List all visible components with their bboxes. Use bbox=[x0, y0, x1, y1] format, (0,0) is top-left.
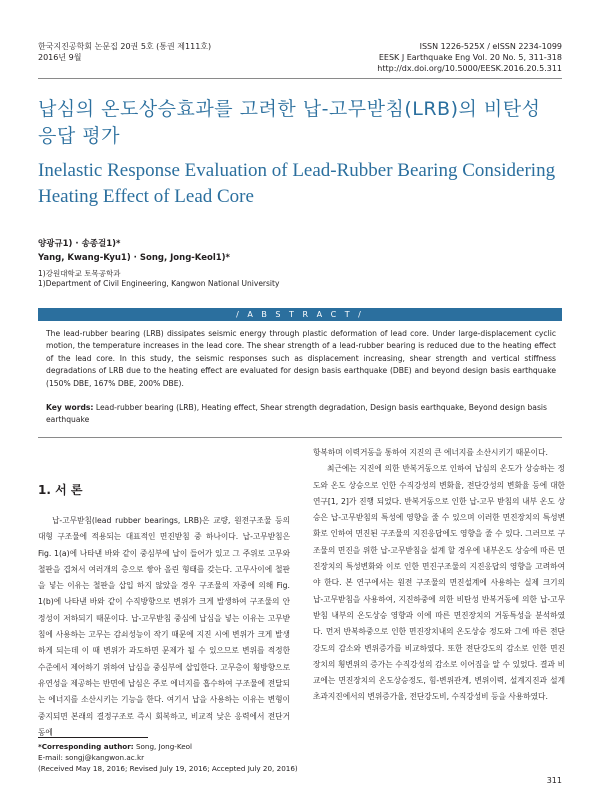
title-korean: 납심의 온도상승효과를 고려한 납-고무받침(LRB)의 비탄성응답 평가 bbox=[38, 98, 541, 147]
authors-korean: 양광규1) · 송종걸1)* bbox=[38, 239, 121, 249]
keywords-label: Key words: bbox=[46, 403, 94, 412]
journal-header-right bbox=[377, 41, 562, 74]
body-left-column bbox=[38, 513, 290, 741]
title-english: Inelastic Response Evaluation of Lead-Rubber Bearing Considering Heating Effect of Lead Core bbox=[38, 160, 556, 207]
keywords-list: Lead-rubber bearing (LRB), Heating effect, Shear strength degradation, Design basis earthquake, Beyond design basis earthquake bbox=[46, 403, 547, 425]
abstract-heading: / A B S T R A C T / bbox=[38, 308, 562, 321]
paragraph: 납-고무받침(lead rubber bearings, LRB)은 교량, 원전구조물 등의 대형 구조물에 적용되는 대표적인 면진받침 중 하나이다. 납-고무받침은 Fig. 1(a)에 나타낸 바와 같이 중심부에 납이 들어가 있고 그 주위로 고무와 철판을 겹쳐서 여러개의 층으로 쌓아 올린 형태를 갖는다. 고무사이에 철판을 넣는 이유는 철판을 삽입 하지 않았을 경우 구조물의 자중에 의해 Fig. 1(b)에 나타낸 바와 같이 수직방향으로 변위가 크게 발생하여 구조물의 안정성이 저하되기 때문이다. 납-고무받침 중심에 납심을 넣는 이유는 고무받침에 사용하는 고무는 감쇠성능이 작기 때문에 지진 시에 변위가 크게 발생하게 되는데 이 때 변위가 과도하면 문제가 될 수 있으므로 변위를 적정한 수준에서 제어하기 위하여 납심을 중심부에 삽입한다. 고무층이 횡방향으로 유연성을 제공하는 반면에 납심은 주로 에너지를 흡수하여 구조물에 전달되는 에너지를 소산시키는 기능을 한다. 여기서 납을 사용하는 이유는 변형이 중지되면 본래의 결정구조로 즉시 회복하고, 비교적 낮은 응력에서 전단거동에 bbox=[38, 516, 290, 737]
authors-english: Yang, Kwang-Kyu1) · Song, Jong-Keol1)* bbox=[38, 253, 231, 263]
keywords bbox=[46, 402, 556, 427]
paragraph: 항복하며 이력거동을 통하여 지진의 큰 에너지를 소산시키기 때문이다. bbox=[313, 448, 548, 457]
corresponding-author bbox=[38, 741, 298, 752]
abstract-divider bbox=[38, 437, 562, 438]
corresponding-name: Song, Jong-Keol bbox=[135, 742, 193, 751]
header-divider bbox=[38, 78, 562, 79]
corresponding-label: *Corresponding author: bbox=[38, 742, 134, 751]
abstract-text: The lead-rubber bearing (LRB) dissipates seismic energy through plastic deformation of lead core. Under large-displacement cyclic motion, the temperature increases in the lead core. The shear strength of a lead-rubber bearing is reduced due to the heating effect of the lead core. In this study, the seismic responses such as displacement increasing, shear strength and vertical stiffness degradations of LRB due to the heating effect are evaluated for design basis earthquake (DBE) and beyond design basis earthquake (150% DBE, 167% DBE, 200% DBE). bbox=[46, 329, 556, 388]
journal-name-ko: 한국지진공학회 논문집 20권 5호 (통권 제111호) bbox=[38, 42, 212, 51]
footnote bbox=[38, 741, 298, 774]
journal-date-ko: 2016년 9월 bbox=[38, 53, 82, 62]
author-email: E-mail: songj@kangwon.ac.kr bbox=[38, 753, 145, 762]
body-right-column bbox=[313, 445, 565, 706]
affiliation-english: 1)Department of Civil Engineering, Kangwon National University bbox=[38, 279, 280, 288]
section-heading-introduction: 1. 서 론 bbox=[38, 483, 83, 497]
received-dates: (Received May 18, 2016; Revised July 19, 2016; Accepted July 20, 2016) bbox=[38, 764, 298, 773]
paragraph: 최근에는 지진에 의한 반복거동으로 인하여 납심의 온도가 상승하는 정도와 온도 상승으로 인한 수직강성의 변화율, 전단강성의 변화율 등에 대한 연구[1, 2]가 진행 되었다. 반복거동으로 인한 납-고무 받침의 내부 온도 상승은 납-고무받침의 특성에 영향을 줄 수 있으며 이러한 면진장치의 특성변화로 인하여 면진된 구조물의 지진응답에도 영향을 줄 수 있다. 그러므로 구조물의 면진을 위한 납-고무받침을 설계 할 경우에 내부온도 상승에 따른 면진장치의 특성변화와 이로 인한 면진구조물의 지진응답의 영향을 고려하여야 한다. 본 연구에서는 원전 구조물의 면진설계에 사용하는 실제 크기의 납-고무받침을 사용하여, 지진하중에 의한 비탄성 반복거동에 의한 납-고무받침 내부의 온도상승 영향과 이에 따른 면진장치의 거동특성을 분석하였다. 먼저 반복하중으로 인한 면진장치내의 온도상승 정도와 그에 따른 전단강도의 감소와 변위증가를 비교하였다. 또한 전단강도의 감소로 인한 면진장치의 횡변위의 증가는 수직강성의 감소로 이어짐을 알 수 있었다. 결과 비교에는 면진장치의 온도상승정도, 힘-변위관계, 변위이력, 설계지진과 설계초과지진에서의 변위증가율, 전단강도비, 수직강성비 등을 사용하였다. bbox=[313, 464, 565, 702]
doi-link[interactable]: http://dx.doi.org/10.5000/EESK.2016.20.5.311 bbox=[377, 64, 562, 73]
footnote-divider bbox=[38, 737, 148, 738]
journal-name-en: EESK J Earthquake Eng Vol. 20 No. 5, 311-318 bbox=[378, 53, 562, 62]
issn: ISSN 1226-525X / eISSN 2234-1099 bbox=[419, 42, 562, 51]
page-number: 311 bbox=[546, 776, 562, 785]
affiliation-korean: 1)강원대학교 토목공학과 bbox=[38, 269, 121, 278]
journal-header-left bbox=[38, 41, 211, 63]
